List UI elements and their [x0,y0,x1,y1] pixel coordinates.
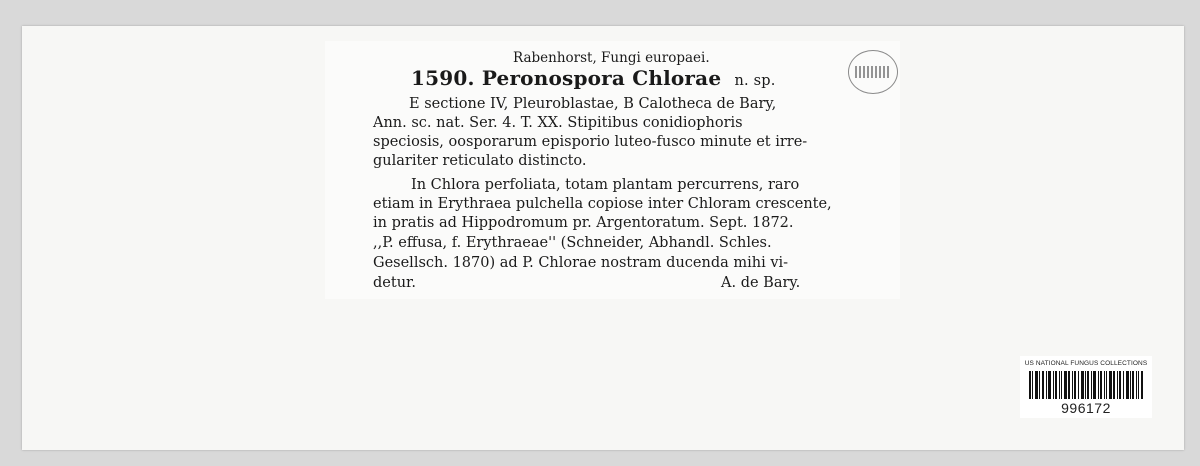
barcode-number: 996172 [1061,400,1111,416]
label-author: A. de Bary. [721,275,801,291]
exsiccata-number: 1590. [411,66,475,90]
herbarium-stamp-icon [848,50,898,94]
label-text-line: etiam in Erythraea pulchella copiose inter Chloram crescente, [373,196,832,212]
barcode-icon [1029,371,1143,399]
species-title [411,66,776,90]
label-text-line: Ann. sc. nat. Ser. 4. T. XX. Stipitibus conidiophoris [373,115,743,131]
label-text-line: speciosis, oosporarum episporio luteo-fusco minute et irre- [373,134,808,150]
label-header: Rabenhorst, Fungi europaei. [513,50,710,66]
barcode-institution: US NATIONAL FUNGUS COLLECTIONS [1024,360,1148,367]
label-text-line: in pratis ad Hippodromum pr. Argentoratum. Sept. 1872. [373,215,794,231]
label-text-line: In Chlora perfoliata, totam plantam percurrens, raro [411,177,800,193]
label-text-line: Gesellsch. 1870) ad P. Chlorae nostram ducenda mihi vi- [373,255,789,271]
label-text-line: gulariter reticulato distincto. [373,153,587,169]
species-name: Peronospora Chlorae [481,66,722,90]
label-text-line: detur. [373,275,416,291]
barcode-label [1020,356,1152,418]
label-text-line: ,,P. effusa, f. Erythraeae'' (Schneider, Abhandl. Schles. [373,235,772,251]
label-text-line: E sectione IV, Pleuroblastae, B Calotheca de Bary, [409,96,777,112]
specimen-label [325,41,900,299]
species-rank: n. sp. [734,73,776,89]
